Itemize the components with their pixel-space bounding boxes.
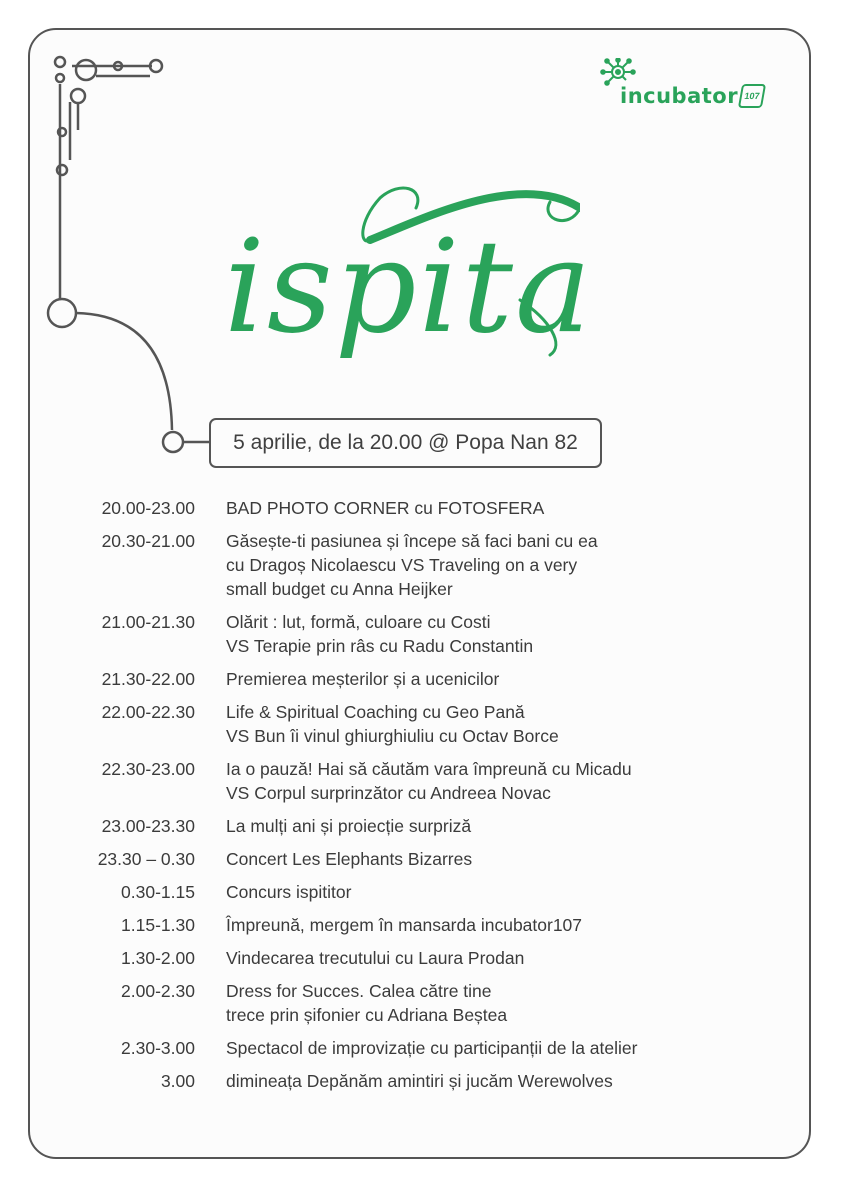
schedule-row [60, 496, 760, 520]
schedule-row [60, 529, 760, 601]
schedule-activity: Life & Spiritual Coaching cu Geo Pană VS Bun îi vinul ghiurghiuliu cu Octav Borce [226, 702, 559, 746]
schedule-activity: Concurs ispititor [226, 882, 352, 902]
schedule-time: 23.30 – 0.30 [97, 849, 195, 869]
schedule-activity: BAD PHOTO CORNER cu FOTOSFERA [226, 498, 545, 518]
schedule-time: 23.00-23.30 [101, 816, 195, 836]
schedule-time: 1.30-2.00 [121, 948, 195, 968]
schedule-time: 2.30-3.00 [121, 1038, 195, 1058]
schedule-row [60, 667, 760, 691]
schedule-time: 1.15-1.30 [121, 915, 195, 935]
schedule-activity: Olărit : lut, formă, culoare cu Costi VS Terapie prin râs cu Radu Constantin [226, 612, 534, 656]
incubator-logo [598, 58, 764, 108]
schedule-activity: Dress for Succes. Calea către tine trece prin șifonier cu Adriana Beștea [226, 981, 508, 1025]
schedule-time: 21.30-22.00 [101, 669, 195, 689]
event-title: ispita [224, 213, 594, 362]
schedule-activity: dimineața Depănăm amintiri și jucăm Werewolves [226, 1071, 613, 1091]
schedule-row [60, 610, 760, 658]
schedule-time: 22.00-22.30 [101, 702, 195, 722]
virus-icon [598, 58, 638, 98]
schedule-row [60, 979, 760, 1027]
schedule-activity: La mulți ani și proiecție surpriză [226, 816, 472, 836]
date-location-text: 5 aprilie, de la 20.00 @ Popa Nan 82 [233, 431, 578, 454]
schedule-row [60, 700, 760, 748]
schedule-activity: Împreună, mergem în mansarda incubator107 [226, 915, 583, 935]
date-location-box [209, 418, 602, 468]
schedule-activity: Ia o pauză! Hai să căutăm vara împreună cu Micadu VS Corpul surprinzător cu Andreea Novac [226, 759, 632, 803]
schedule-list [60, 496, 760, 1102]
schedule-row [60, 814, 760, 838]
schedule-activity: Spectacol de improvizație cu participanții de la atelier [226, 1038, 638, 1058]
schedule-row [60, 1036, 760, 1060]
schedule-row [60, 880, 760, 904]
schedule-time: 22.30-23.00 [101, 759, 195, 779]
logo-wordmark: incubator [620, 84, 739, 108]
schedule-row [60, 757, 760, 805]
schedule-time: 21.00-21.30 [101, 612, 195, 632]
schedule-activity: Premierea meșterilor și a ucenicilor [226, 669, 500, 689]
schedule-activity: Concert Les Elephants Bizarres [226, 849, 473, 869]
schedule-row [60, 913, 760, 937]
schedule-time: 3.00 [160, 1071, 195, 1091]
schedule-time: 20.00-23.00 [101, 498, 195, 518]
schedule-row [60, 1069, 760, 1093]
schedule-row [60, 847, 760, 871]
schedule-time: 20.30-21.00 [101, 531, 195, 551]
schedule-row [60, 946, 760, 970]
schedule-time: 0.30-1.15 [121, 882, 195, 902]
logo-number: 107 [738, 84, 766, 108]
schedule-activity: Găsește-ti pasiunea și începe să faci bani cu ea cu Dragoș Nicolaescu VS Traveling on a very small budget cu Anna Heijker [226, 531, 598, 599]
schedule-activity: Vindecarea trecutului cu Laura Prodan [226, 948, 525, 968]
schedule-time: 2.00-2.30 [121, 981, 195, 1001]
